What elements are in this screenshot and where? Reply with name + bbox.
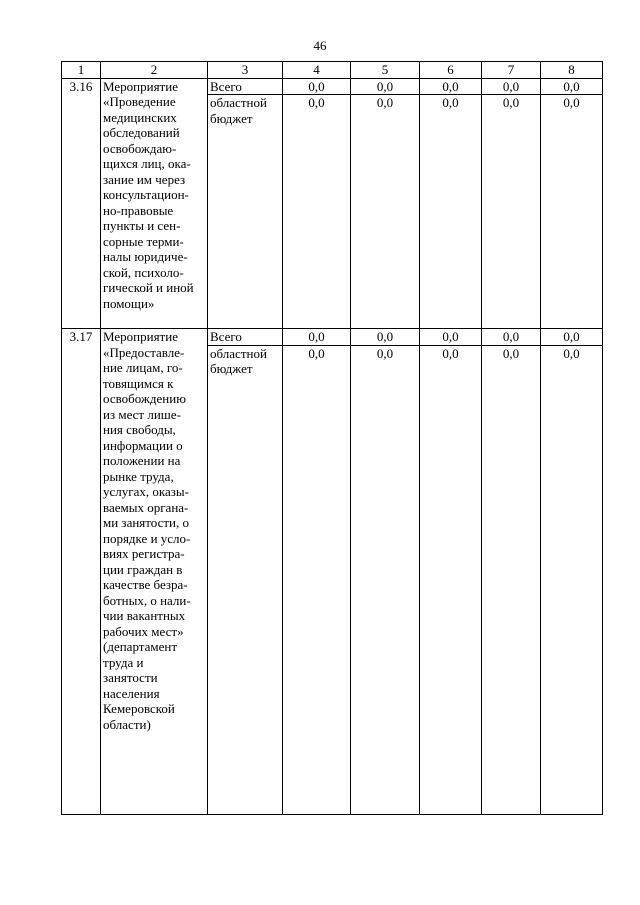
item-name: Мероприятие «Предоставле- ние лицам, го- товящимся к освобождению из мест лише- ния свободы, информации о положении на рынке труда, услугах, оказы- ваемых органа- ми занятости, о порядке и усло- виях регистра- ции граждан в качестве безра- ботных, о нали- чии вакантных рабочих мест» (департамент труда и занятости населения Кемеровской области) — [101, 329, 208, 815]
value-cell: 0,0 — [351, 78, 420, 95]
value-cell: 0,0 — [283, 345, 351, 814]
value-cell: 0,0 — [420, 329, 482, 346]
header-cell: 8 — [541, 62, 603, 79]
value-cell: 0,0 — [420, 345, 482, 814]
value-cell: 0,0 — [351, 329, 420, 346]
value-cell: 0,0 — [351, 95, 420, 329]
funding-source: Всего — [208, 329, 283, 346]
item-number: 3.17 — [62, 329, 101, 815]
header-cell: 4 — [283, 62, 351, 79]
header-cell: 3 — [208, 62, 283, 79]
value-cell: 0,0 — [420, 95, 482, 329]
header-cell: 5 — [351, 62, 420, 79]
header-cell: 7 — [482, 62, 541, 79]
funding-source: областной бюджет — [208, 95, 283, 329]
item-number: 3.16 — [62, 78, 101, 329]
value-cell: 0,0 — [283, 78, 351, 95]
header-cell: 2 — [101, 62, 208, 79]
table-row — [62, 329, 603, 346]
header-cell: 1 — [62, 62, 101, 79]
budget-table — [61, 61, 603, 815]
value-cell: 0,0 — [482, 78, 541, 95]
value-cell: 0,0 — [482, 329, 541, 346]
value-cell: 0,0 — [283, 95, 351, 329]
header-row — [62, 62, 603, 79]
value-cell: 0,0 — [541, 329, 603, 346]
value-cell: 0,0 — [541, 95, 603, 329]
table-row — [62, 78, 603, 95]
value-cell: 0,0 — [541, 345, 603, 814]
funding-source: областной бюджет — [208, 345, 283, 814]
value-cell: 0,0 — [482, 345, 541, 814]
value-cell: 0,0 — [482, 95, 541, 329]
value-cell: 0,0 — [351, 345, 420, 814]
value-cell: 0,0 — [283, 329, 351, 346]
funding-source: Всего — [208, 78, 283, 95]
value-cell: 0,0 — [420, 78, 482, 95]
page-number: 46 — [313, 38, 327, 53]
value-cell: 0,0 — [541, 78, 603, 95]
header-cell: 6 — [420, 62, 482, 79]
item-name: Мероприятие «Проведение медицинских обследований освобождаю- щихся лиц, ока- зание им через консультацион- но-правовые пункты и сен- сорные терми- налы юридиче- ской, психоло- гической и иной помощи» — [101, 78, 208, 329]
